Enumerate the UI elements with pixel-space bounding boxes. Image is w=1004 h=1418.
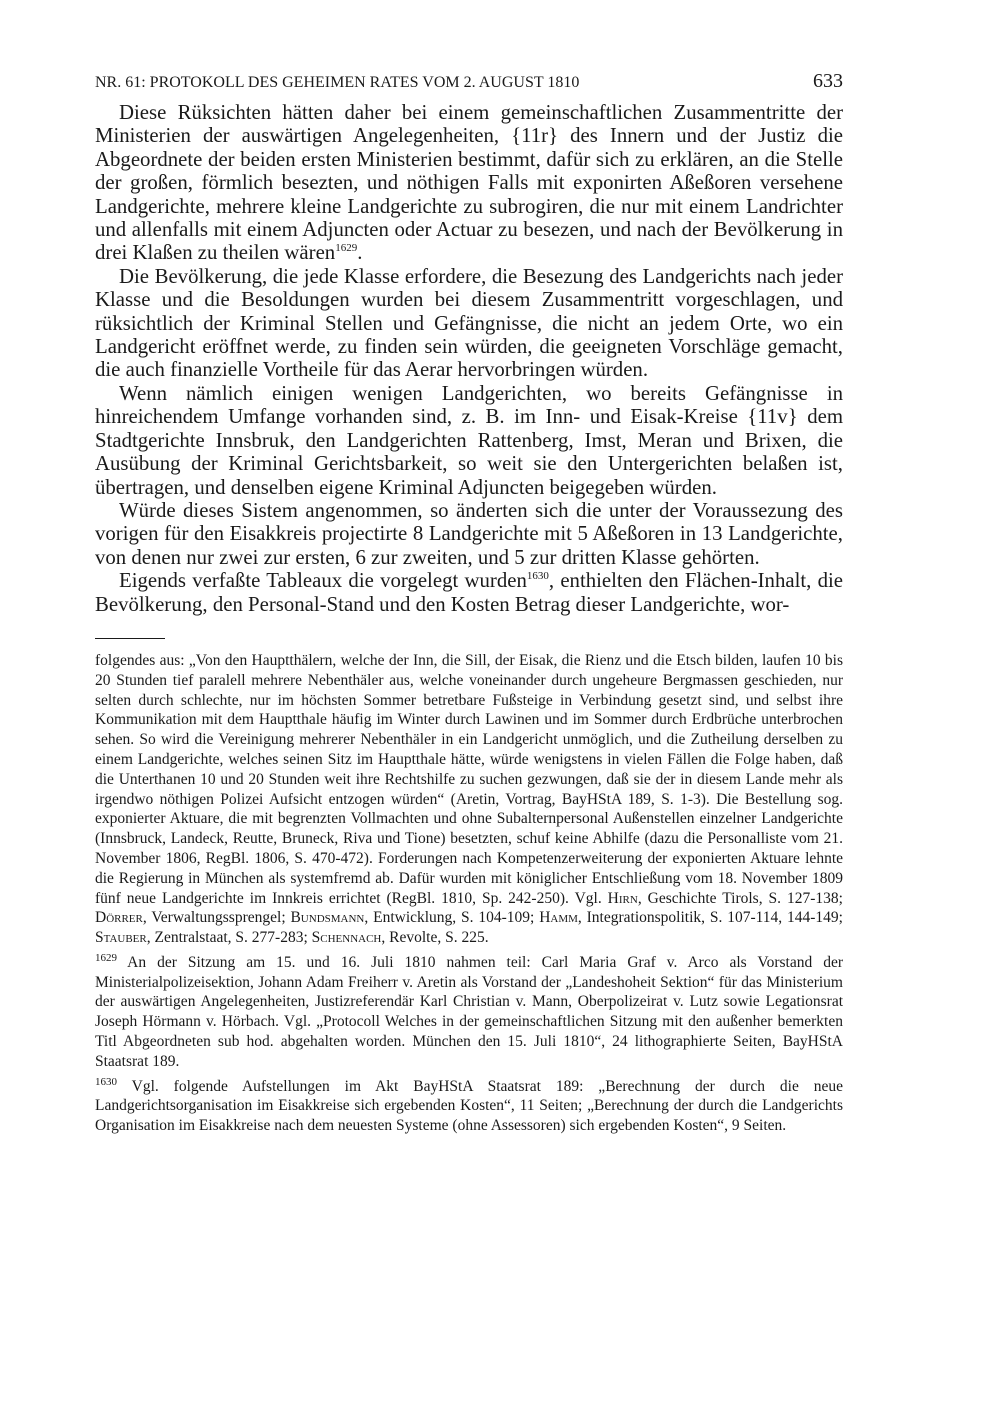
footnote-number-1630: 1630 — [95, 1075, 117, 1088]
author-dorrer: Dörrer — [95, 909, 143, 927]
footnote-ref-1629[interactable]: 1629 — [335, 242, 358, 255]
footnote-continuation — [95, 651, 843, 948]
paragraph-1 — [95, 101, 843, 265]
paragraph-1-end: . — [357, 241, 363, 265]
footnotes — [95, 651, 843, 1136]
page-header — [95, 70, 843, 93]
footnote-cont-text-d: , Entwicklung, S. 104-109; — [364, 909, 540, 927]
main-text — [95, 101, 843, 616]
page-number: 633 — [813, 70, 843, 92]
footnote-number-1629: 1629 — [95, 951, 117, 964]
footnote-1629 — [95, 953, 843, 1072]
paragraph-5-text: Eigends verfaßte Tableaux die vorgelegt wurden — [119, 569, 527, 593]
footnote-1629-text: An der Sitzung am 15. und 16. Juli 1810 nahmen teil: Carl Maria Graf v. Arco als Vorstand der Ministerialpolizeisektion, Johann Adam Freiherr v. Aretin als Vorstand der „Landeshoheit Sektion“ für das Ministerium der auswärtigen Angelegenheiten, Justizreferendär Karl Christian v. Mann, Oberpolizeirat v. Lutz sowie Legationsrat Joseph Hörmann v. Hörbach. Vgl. „Protocoll Welches in der gemeinschaftlichen Sitzung mit den außenher bemerkten Titl Abgeordneten sub hod. abgehalten worden. München den 15. Juli 1810“, 24 lithographierte Seiten, BayHStA Staatsrat 189. — [95, 953, 843, 1070]
author-stauber: Stauber — [95, 929, 147, 947]
paragraph-2: Die Bevölkerung, die jede Klasse erfordere, die Besezung des Landgerichts nach jeder Klasse und die Besoldungen wurden bei diesem Zusammentritt vorgeschlagen, und rüksichtlich der Kriminal Stellen und Gefängnisse, die nicht an jedem Orte, wo ein Landgericht eröffnet werde, zu finden sein würden, die geeigneten Vorschläge gemacht, die auch finanzielle Vortheile für das Aerar hervorbringen würden. — [95, 264, 843, 382]
footnote-cont-text-e: , Integrationspolitik, S. 107-114, 144-149; — [577, 909, 843, 927]
paragraph-1-text: Diese Rüksichten hätten daher bei einem gemeinschaftlichen Zusammentritte der Ministerien der auswärtigen Angelegenheiten, {11r} des Innern und der Justiz die Abgeordnete der beiden ersten Ministerien bestimmt, dafür sich zu erklären, an die Stelle der großen, förmlich besezten, und nöthigen Falls mit exponirten Aßeßoren versehene Landgerichte, mehrere kleine Landgerichte zu subrogiren, die nur mit einem Landrichter und allenfalls mit einem Adjuncten oder Actuar zu besezen, und nach der Bevölkerung in drei Klaßen zu theilen wären — [95, 101, 843, 265]
author-hamm: Hamm — [539, 909, 578, 927]
document-page — [95, 70, 843, 1141]
author-schennach: Schennach — [311, 929, 382, 947]
paragraph-3: Wenn nämlich einigen wenigen Landgerichten, wo bereits Gefängnisse in hinreichendem Umfange vorhanden sind, z. B. im Inn- und Eisak-Kreise {11v} dem Stadtgerichte Innsbruk, den Landgerichten Rattenberg, Imst, Meran und Brixen, die Ausübung der Kriminal Gerichtsbarkeit, so weit sie den Untergerichten belaßen ist, übertragen, und denselben eigene Kriminal Adjuncten beigegeben würden. — [95, 381, 843, 499]
footnote-1630 — [95, 1077, 843, 1136]
author-hirn: Hirn — [607, 889, 638, 907]
paragraph-5 — [95, 569, 843, 616]
footnote-cont-text-g: , Revolte, S. 225. — [381, 929, 489, 947]
footnote-divider — [95, 638, 165, 639]
footnote-cont-text-c: , Verwaltungssprengel; — [142, 909, 291, 927]
footnote-cont-text-a: folgendes aus: „Von den Hauptthälern, welche der Inn, die Sill, der Eisak, die Rienz und die Etsch bilden, laufen 10 bis 20 Stunden tief paralell mehrere Nebenthäler aus, welche voneinander durch ungeheure Bergmassen geschieden, nur selten durch schlechte, nur im höchsten Sommer betretbare Fußsteige in Verbindung gesetzt sind, und selbst ihre Kommunikation mit dem Hauptthale häufig im Winter durch Lawinen und im Sommer durch Erdbrüche unterbrochen sehen. So wird die Vereinigung mehrerer Nebenthäler in ein Landgericht unmöglich, und die Zutheilung derselben zu einem Landgerichte, welches seinen Sitz im Hauptthale hätte, würde wenigstens in vielen Fällen die Folge haben, daß die Unterthanen 10 und 20 Stunden weit ihre Rechtshilfe zu suchen gezwungen, daß sie der in diesem Lande mehr als irgendwo nöthigen Polizei Aufsicht entzogen würden“ (Aretin, Vortrag, BayHStA 189, S. 1-3). Die Bestellung sog. exponierter Aktuare, die mit begrenzten Vollmachten und ohne Subalternpersonal Außenstellen einzelner Landgerichte (Innsbruck, Landeck, Reutte, Bruneck, Riva und Tione) besetzten, schuf keine Abhilfe (dazu die Personalliste vom 21. November 1806, RegBl. 1806, S. 470-472). Forderungen nach Kompetenzerweiterung der exponierten Aktuare lehnte die Regierung in München als systemfremd ab. Dafür wurden mit königlicher Entschließung vom 18. November 1809 fünf neue Landgerichte im Innkreis errichtet (RegBl. 1810, Sp. 242-250). Vgl. — [95, 651, 843, 907]
paragraph-5-end: , enthielten den Flächen-Inhalt, die Bevölkerung, den Personal-Stand und den Kosten Betrag dieser Landgerichte, wor- — [95, 569, 843, 616]
footnote-cont-text-b: , Geschichte Tirols, S. 127-138; — [637, 889, 843, 907]
footnote-cont-text-f: , Zentralstaat, S. 277-283; — [146, 929, 312, 947]
footnote-1630-text: Vgl. folgende Aufstellungen im Akt BayHStA Staatsrat 189: „Berechnung der durch die neue Landgerichtsorganisation im Eisakkreise sich ergebenden Kosten“, 11 Seiten; „Berechnung der durch die Landgerichts Organisation im Eisakkreise nach dem neuesten Systeme (ohne Assessoren) sich ergebenden Kosten“, 9 Seiten. — [95, 1077, 843, 1135]
paragraph-4: Würde dieses Sistem angenommen, so änderten sich die unter der Voraussezung des vorigen für den Eisakkreis projectirte 8 Landgerichte mit 5 Aßeßoren in 13 Landgerichte, von denen nur zwei zur ersten, 6 zur zweiten, und 5 zur dritten Klasse gehörten. — [95, 498, 843, 569]
footnote-ref-1630[interactable]: 1630 — [526, 570, 549, 583]
running-title: NR. 61: PROTOKOLL DES GEHEIMEN RATES VOM 2. AUGUST 1810 — [95, 74, 580, 91]
author-bundsmann: Bundsmann — [290, 909, 365, 927]
